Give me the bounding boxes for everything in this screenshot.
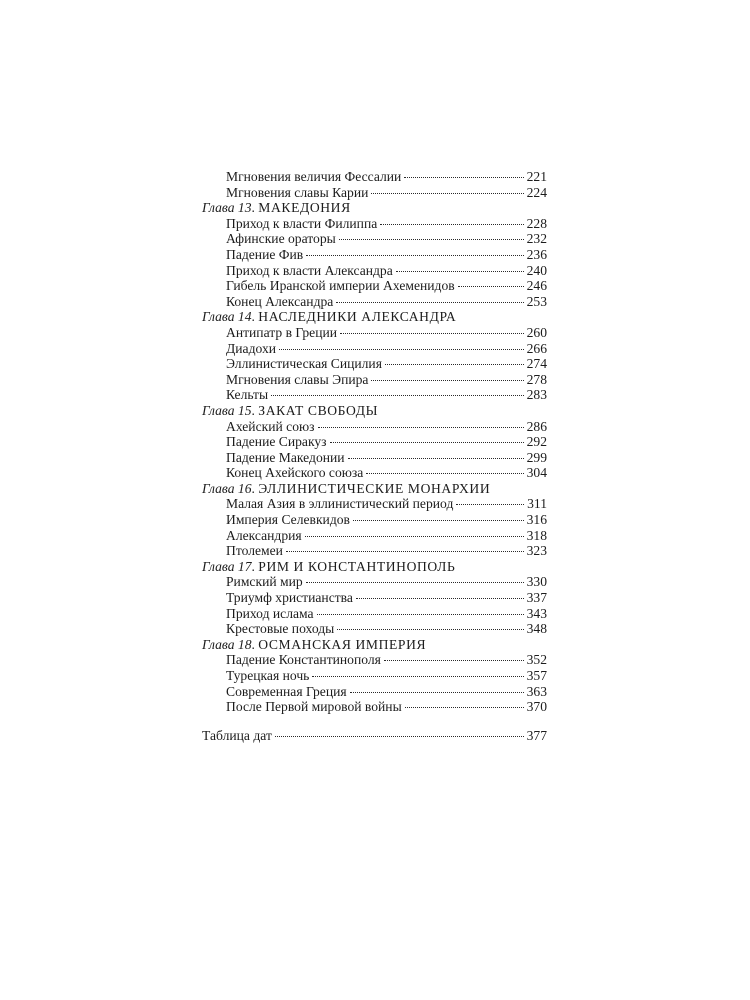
dot-leader — [312, 676, 523, 677]
toc-entry — [202, 169, 547, 185]
dot-leader — [458, 286, 524, 287]
page-number: 286 — [526, 418, 547, 434]
entry-title: Диадохи — [226, 340, 277, 356]
toc-entry — [202, 528, 547, 544]
toc-entry — [202, 699, 547, 715]
dot-leader — [456, 504, 524, 505]
page-number: 304 — [526, 465, 547, 481]
dot-leader — [353, 520, 524, 521]
entry-title: Приход к власти Александра — [226, 262, 393, 278]
toc-entry — [202, 356, 547, 372]
page-number: 224 — [526, 184, 547, 200]
page-number: 266 — [526, 340, 547, 356]
chapter-heading: Глава 16. ЭЛЛИНИСТИЧЕСКИЕ МОНАРХИИ — [202, 480, 491, 496]
spacer — [202, 715, 547, 728]
dot-leader — [286, 551, 524, 552]
toc-entry — [202, 419, 547, 435]
dot-leader — [385, 364, 524, 365]
page-number: 260 — [526, 324, 547, 340]
chapter-heading: Глава 15. ЗАКАТ СВОБОДЫ — [202, 402, 379, 418]
entry-title: Антипатр в Греции — [226, 324, 338, 340]
entry-title: Ахейский союз — [226, 418, 315, 434]
entry-title: Римский мир — [226, 574, 303, 590]
page-number: 278 — [526, 371, 547, 387]
chapter-title: НАСЛЕДНИКИ АЛЕКСАНДРА — [258, 309, 457, 325]
chapter-number: Глава 16 — [202, 480, 252, 496]
entry-title: Турецкая ночь — [226, 668, 310, 683]
page-number: 283 — [526, 387, 547, 403]
chapter-heading: Глава 18. ОСМАНСКАЯ ИМПЕРИЯ — [202, 636, 427, 652]
toc-entry — [202, 450, 547, 466]
page-number: 337 — [526, 590, 547, 606]
toc-entry — [202, 325, 547, 341]
toc-entry — [202, 684, 547, 700]
dot-leader — [340, 333, 524, 334]
entry-title: Малая Азия в эллинистический период — [226, 496, 454, 512]
toc-entry — [202, 652, 547, 668]
toc-entry — [202, 512, 547, 528]
toc-entry — [202, 606, 547, 622]
entry-title: Мгновения славы Эпира — [226, 371, 369, 387]
toc-entry — [202, 590, 547, 606]
toc-entry — [202, 263, 547, 279]
entry-title: Птолемеи — [226, 543, 283, 559]
page-number: 348 — [526, 621, 547, 637]
entry-title: Конец Александра — [226, 293, 334, 309]
dot-leader — [317, 614, 524, 615]
chapter-number: Глава 13 — [202, 200, 252, 216]
entry-title: Падение Фив — [226, 246, 304, 262]
dot-leader — [337, 629, 523, 630]
dot-leader — [275, 736, 524, 737]
chapter-number: Глава 14 — [202, 309, 252, 325]
toc-entry — [202, 543, 547, 559]
lead-entries — [202, 169, 547, 200]
page-number: 318 — [526, 527, 547, 543]
entry-title: Кельты — [226, 387, 269, 403]
toc-entry — [202, 496, 547, 512]
page-number: 377 — [526, 727, 547, 743]
entry-title: Афинские ораторы — [226, 231, 336, 247]
dot-leader — [305, 536, 524, 537]
entry-title: Мгновения славы Карии — [226, 184, 369, 200]
page-number: 343 — [526, 605, 547, 621]
page-number: 316 — [526, 512, 547, 528]
entry-title: Падение Константинополя — [226, 652, 381, 668]
page-number: 330 — [526, 574, 547, 590]
entry-title: Крестовые походы — [226, 621, 335, 637]
dot-leader — [380, 224, 523, 225]
page-number: 228 — [526, 215, 547, 231]
page-number: 292 — [526, 434, 547, 450]
dot-leader — [306, 582, 524, 583]
toc-entry — [202, 216, 547, 232]
chapter-heading: Глава 14. НАСЛЕДНИКИ АЛЕКСАНДРА — [202, 309, 457, 325]
dot-leader — [366, 473, 523, 474]
entry-title: Конец Ахейского союза — [226, 465, 364, 481]
dot-leader — [371, 193, 523, 194]
chapter-number: Глава 15 — [202, 402, 252, 418]
final-entry-block — [202, 728, 547, 744]
dot-leader — [339, 239, 524, 240]
toc-entry — [202, 574, 547, 590]
toc-entry — [202, 465, 547, 481]
chapter-title: РИМ И КОНСТАНТИНОПОЛЬ — [258, 558, 456, 574]
dot-leader — [271, 395, 523, 396]
dot-leader — [371, 380, 523, 381]
page-number: 357 — [526, 668, 547, 683]
entry-title: Современная Греция — [226, 683, 347, 699]
chapter-list — [202, 200, 547, 715]
dot-leader — [404, 177, 523, 178]
entry-title: После Первой мировой войны — [226, 699, 402, 715]
toc-entry — [202, 231, 547, 247]
page-number: 274 — [526, 356, 547, 372]
toc-entry — [202, 387, 547, 403]
page-number: 253 — [526, 293, 547, 309]
entry-title: Александрия — [226, 527, 302, 543]
entry-title: Падение Сиракуз — [226, 434, 327, 450]
dot-leader — [405, 707, 524, 708]
entry-title: Империя Селевкидов — [226, 512, 350, 528]
chapter-title: ЭЛЛИНИСТИЧЕСКИЕ МОНАРХИИ — [258, 480, 491, 496]
toc-entry — [202, 621, 547, 637]
dot-leader — [384, 660, 524, 661]
page-number: 240 — [526, 262, 547, 278]
page-number: 311 — [527, 496, 547, 512]
entry-title: Мгновения величия Фессалии — [226, 169, 402, 184]
dot-leader — [279, 349, 524, 350]
dot-leader — [330, 442, 524, 443]
toc-entry — [202, 372, 547, 388]
table-of-contents — [202, 169, 547, 743]
page-number: 236 — [526, 246, 547, 262]
toc-entry — [202, 341, 547, 357]
dot-leader — [318, 427, 524, 428]
toc-entry — [202, 668, 547, 684]
chapter-title: ОСМАНСКАЯ ИМПЕРИЯ — [258, 636, 427, 652]
page-number: 299 — [526, 449, 547, 465]
dot-leader — [336, 302, 523, 303]
entry-title: Падение Македонии — [226, 449, 345, 465]
page-number: 246 — [526, 278, 547, 294]
entry-title: Гибель Иранской империи Ахеменидов — [226, 278, 455, 294]
page-number: 221 — [526, 169, 547, 184]
chapter-heading: Глава 17. РИМ И КОНСТАНТИНОПОЛЬ — [202, 558, 456, 574]
chapter-title: МАКЕДОНИЯ — [258, 200, 351, 216]
chapter-number: Глава 17 — [202, 558, 252, 574]
entry-title: Приход к власти Филиппа — [226, 215, 378, 231]
page-number: 370 — [526, 699, 547, 715]
page-number: 352 — [526, 652, 547, 668]
toc-entry — [202, 294, 547, 310]
toc-entry — [202, 728, 547, 744]
entry-title: Приход ислама — [226, 605, 314, 621]
dot-leader — [350, 692, 524, 693]
toc-entry — [202, 185, 547, 201]
entry-title: Триумф христианства — [226, 590, 353, 606]
chapter-heading: Глава 13. МАКЕДОНИЯ — [202, 200, 351, 216]
dot-leader — [356, 598, 524, 599]
dot-leader — [396, 271, 524, 272]
entry-title: Таблица дат — [202, 727, 272, 743]
chapter-title: ЗАКАТ СВОБОДЫ — [258, 402, 379, 418]
entry-title: Эллинистическая Сицилия — [226, 356, 382, 372]
chapter-number: Глава 18 — [202, 636, 252, 652]
dot-leader — [306, 255, 523, 256]
page-number: 323 — [526, 543, 547, 559]
page-number: 232 — [526, 231, 547, 247]
toc-entry — [202, 434, 547, 450]
page-number: 363 — [526, 683, 547, 699]
toc-entry — [202, 278, 547, 294]
toc-entry — [202, 247, 547, 263]
dot-leader — [348, 458, 524, 459]
